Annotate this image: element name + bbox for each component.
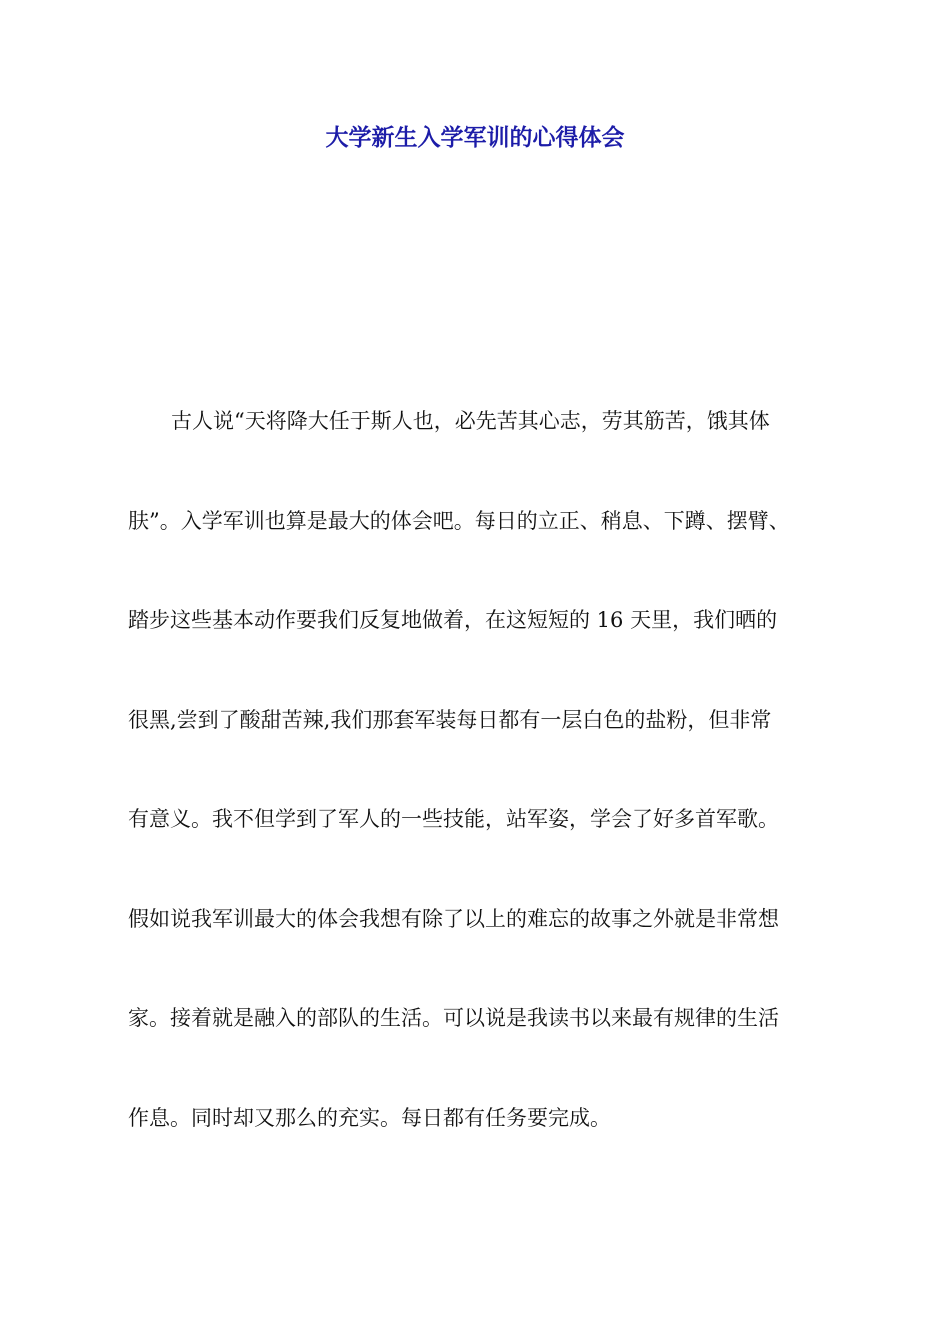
paragraph-line: 假如说我军训最大的体会我想有除了以上的难忘的故事之外就是非常想: [128, 906, 779, 931]
document-title: 大学新生入学军训的心得体会: [325, 125, 625, 151]
paragraph-line: 很黑,尝到了酸甜苦辣,我们那套军装每日都有一层白色的盐粉，但非常: [128, 707, 772, 732]
paragraph-line: 古人说“天将降大任于斯人也，必先苦其心志，劳其筋苦，饿其体: [171, 409, 770, 433]
paragraph-line: 踏步这些基本动作要我们反复地做着，在这短短的 16 天里，我们晒的: [128, 608, 778, 632]
paragraph-line: 家。接着就是融入的部队的生活。可以说是我读书以来最有规律的生活: [128, 1006, 779, 1030]
document-body: [128, 398, 838, 1194]
paragraph-line: 有意义。我不但学到了军人的一些技能，站军姿，学会了好多首军歌。: [128, 807, 779, 831]
paragraph-line: 作息。同时却又那么的充实。每日都有任务要完成。: [128, 1105, 611, 1130]
paragraph-line: 肤”。入学军训也算是最大的体会吧。每日的立正、稍息、下蹲、摆臂、: [128, 508, 790, 533]
